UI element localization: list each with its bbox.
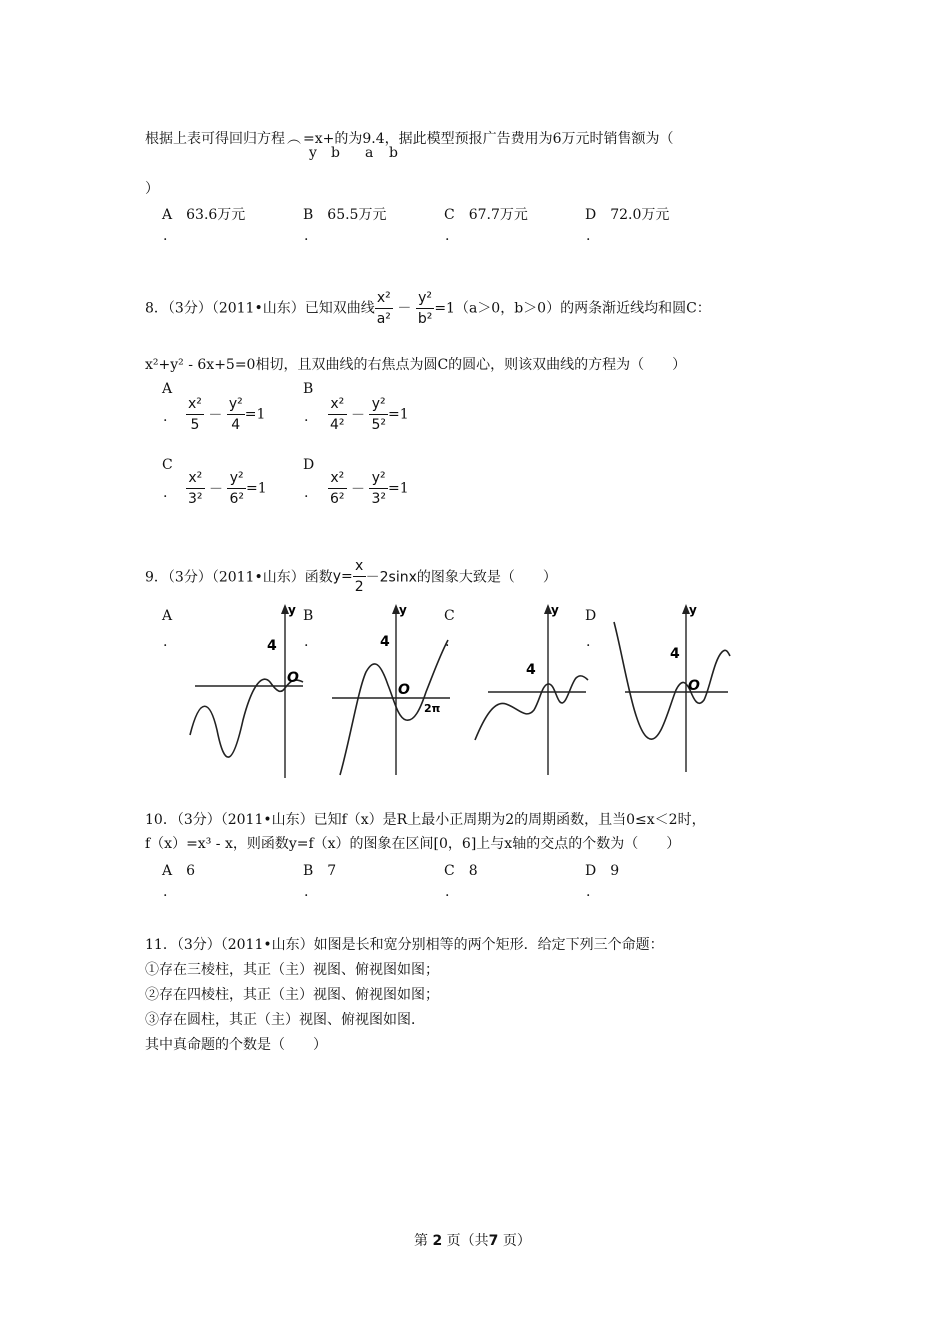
q7-hat-letters: y b a b (309, 145, 398, 161)
q11-item-2: ②存在四棱柱，其正（主）视图、俯视图如图； (145, 987, 439, 1003)
label-4: 4 (526, 662, 536, 678)
q7-option-c[interactable]: C 67.7万元 (444, 207, 528, 223)
curve (190, 679, 303, 757)
q8-option-c-letter[interactable]: C (162, 457, 173, 473)
q8-option-d-formula[interactable]: $\frac{\text{x²}}{\text{6²}}$ － $\frac{\text{y²}}{\text{3²}}$ =1 (330, 470, 409, 507)
q9-option-a-letter[interactable]: A (162, 608, 173, 624)
q7-stem: 根据上表可得回归方程 ︵ =x+的为9.4，据此模型预报广告费用为6万元时销售额为（ (145, 128, 674, 148)
y-label: y (689, 603, 697, 617)
page-footer: 第 2 页（共7 页） (414, 1233, 531, 1249)
q9-graph-a[interactable] (185, 600, 310, 780)
q9-option-b-letter[interactable]: B (303, 608, 314, 624)
curve (614, 622, 730, 739)
q10-line2: f（x）=x³ - x，则函数y=f（x）的图象在区间[0，6]上与x轴的交点的个数为（ ） (145, 836, 681, 852)
q9-graph-d[interactable] (610, 600, 735, 780)
origin-label: O (688, 678, 700, 694)
q9-graph-c[interactable] (470, 600, 590, 780)
q10-option-b[interactable]: B 7 (303, 863, 337, 879)
q10-option-d[interactable]: D 9 (585, 863, 620, 879)
label-4: 4 (267, 638, 277, 654)
q11-line1: 11．（3分）（2011•山东）如图是长和宽分别相等的两个矩形．给定下列三个命题： (145, 937, 664, 953)
q7-option-d[interactable]: D 72.0万元 (585, 207, 670, 223)
q7-close-paren: ） (145, 181, 159, 197)
q8-stem: 8．（3分）（2011•山东）已知双曲线 $\frac{\text{x²}}{\text{a²}}$ － $\frac{\text{y²}}{\text{b²}}$ =1（a＞0，b＞0）的两条渐近线均和圆C： (145, 290, 711, 327)
q11-item-3: ③存在圆柱，其正（主）视图、俯视图如图． (145, 1012, 425, 1028)
label-4: 4 (380, 634, 390, 650)
y-label: y (399, 603, 407, 617)
q7-option-a[interactable]: A 63.6万元 (162, 207, 246, 223)
q9-option-d-letter[interactable]: D (585, 608, 597, 624)
q10-option-a[interactable]: A 6 (162, 863, 196, 879)
two-pi-label: 2π (424, 702, 441, 715)
q9-stem: 9．（3分）（2011•山东）函数y= $\frac{x}{2}$ －2sinx的图象大致是（ ） (145, 558, 557, 595)
origin-label: O (398, 682, 410, 698)
origin-label: O (287, 670, 299, 686)
curve (475, 676, 588, 740)
q11-last: 其中真命题的个数是（ ） (145, 1037, 327, 1053)
q8-line2: x²+y² - 6x+5=0相切，且双曲线的右焦点为圆C的圆心，则该双曲线的方程为（ ） (145, 357, 687, 373)
label-4: 4 (670, 646, 680, 662)
y-label: y (288, 603, 296, 617)
q7-hat-y: ︵ (287, 131, 301, 147)
q9-graph-b[interactable] (328, 600, 453, 780)
q9-option-c-letter[interactable]: C (444, 608, 455, 624)
q10-option-c[interactable]: C 8 (444, 863, 478, 879)
q8-option-b-formula[interactable]: $\frac{\text{x²}}{\text{4²}}$ － $\frac{\text{y²}}{\text{5²}}$ =1 (330, 396, 409, 433)
q8-option-d-letter[interactable]: D (303, 457, 315, 473)
q8-option-a-letter[interactable]: A (162, 381, 173, 397)
q10-line1: 10．（3分）（2011•山东）已知f（x）是R上最小正周期为2的周期函数，且当0≤x＜2时， (145, 812, 706, 828)
q11-item-1: ①存在三棱柱，其正（主）视图、俯视图如图； (145, 962, 439, 978)
q7-option-b[interactable]: B 65.5万元 (303, 207, 387, 223)
y-label: y (551, 603, 559, 617)
q8-option-b-letter[interactable]: B (303, 381, 314, 397)
q8-option-c-formula[interactable]: $\frac{\text{x²}}{\text{3²}}$ － $\frac{\text{y²}}{\text{6²}}$ =1 (188, 470, 267, 507)
q8-option-a-formula[interactable]: $\frac{\text{x²}}{5}$ － $\frac{\text{y²}}{4}$ =1 (188, 396, 266, 433)
